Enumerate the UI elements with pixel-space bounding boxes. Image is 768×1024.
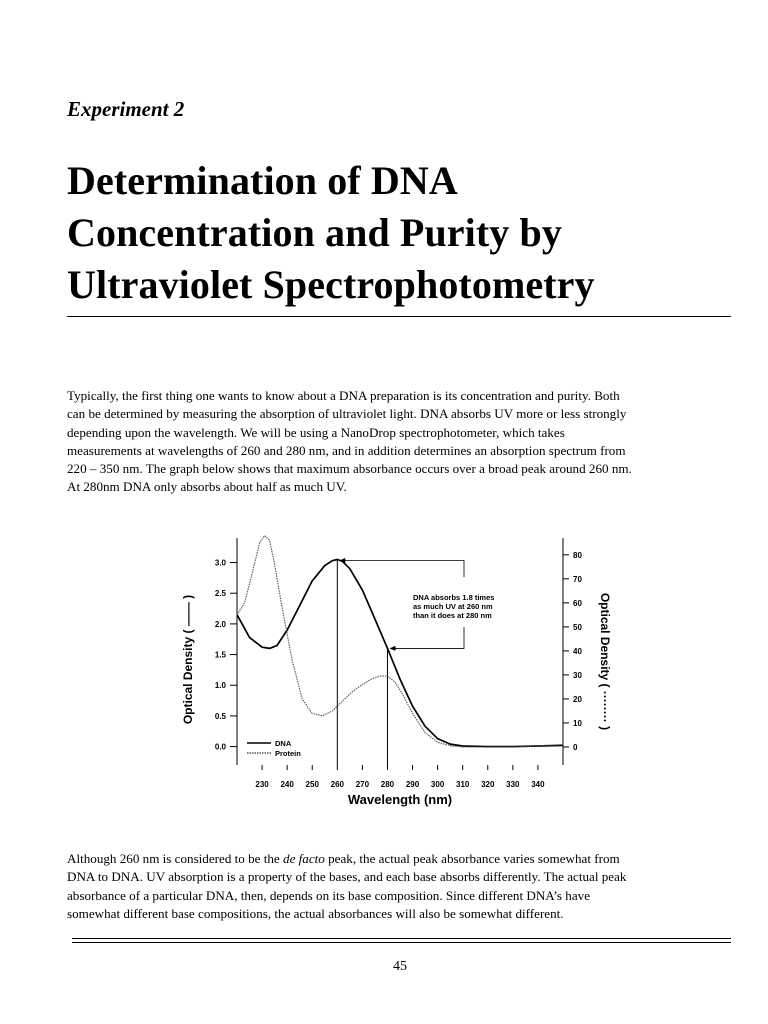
right-axis-tick-label: 50	[573, 622, 582, 632]
left-axis-tick-label: 0.0	[214, 742, 226, 752]
left-axis-tick-label: 1.5	[214, 650, 226, 660]
intro-line: depending upon the wavelength. We will be using a NanoDrop spectrophotometer, which takes	[67, 424, 565, 440]
closing-paragraph	[67, 850, 727, 923]
intro-line: At 280nm DNA only absorbs about half as much UV.	[67, 479, 347, 495]
intro-line: can be determined by measuring the absorption of ultraviolet light. DNA absorbs UV more or less strongly	[67, 406, 627, 422]
x-axis-tick-label: 250	[305, 780, 319, 789]
left-axis-tick-label: 3.0	[214, 558, 226, 568]
closing-line	[67, 851, 620, 866]
page-title	[67, 155, 737, 311]
right-axis-title: Optical Density ( ········ )	[598, 592, 612, 731]
x-axis-tick-label: 310	[456, 780, 470, 789]
left-axis-tick-label: 2.5	[214, 589, 226, 599]
x-axis-tick-label: 230	[255, 780, 269, 789]
intro-line: 220 – 350 nm. The graph below shows that maximum absorbance occurs over a broad peak around 260 nm.	[67, 461, 632, 477]
annotation-text-line: DNA absorbs 1.8 times	[413, 593, 495, 602]
legend-dna-label: DNA	[275, 739, 292, 748]
closing-line: absorbance of a particular DNA, then, depends on its base composition. Since different DNA’s have	[67, 887, 591, 903]
footer-rule	[72, 938, 731, 939]
left-axis-title: Optical Density ( —— )	[181, 594, 195, 725]
left-axis-tick-label: 1.0	[214, 681, 226, 691]
protein-curve	[237, 536, 563, 747]
annotation-text-line: as much UV at 260 nm	[413, 602, 493, 611]
left-axis-tick-label: 2.0	[214, 619, 226, 629]
x-axis-tick-label: 300	[430, 780, 445, 789]
x-axis-title: Wavelength (nm)	[347, 792, 453, 807]
x-axis-tick-label: 270	[355, 780, 370, 789]
intro-line: measurements at wavelengths of 260 and 280 nm, and in addition determines an absorption spectrum from	[67, 442, 626, 458]
intro-paragraph	[67, 387, 727, 497]
footer-rule	[72, 942, 731, 943]
left-axis-tick-label: 0.5	[214, 711, 226, 721]
x-axis-tick-label: 340	[531, 780, 545, 789]
closing-line-start: Although 260 nm is considered to be the	[67, 851, 284, 866]
title-line: Determination of DNA	[67, 158, 458, 203]
de-facto-term: de facto	[283, 851, 325, 866]
intro-line: Typically, the first thing one wants to know about a DNA preparation is its concentration and purity. Both	[67, 388, 620, 403]
experiment-label: Experiment 2	[67, 97, 185, 121]
x-axis-tick-label: 320	[481, 780, 495, 789]
legend-protein-label: Protein	[275, 749, 301, 758]
x-axis-tick-label: 330	[506, 780, 520, 789]
right-axis-tick-label: 20	[573, 694, 582, 704]
title-underline	[67, 316, 731, 317]
absorbance-chart-svg	[175, 530, 625, 815]
absorbance-chart	[175, 530, 625, 815]
right-axis-tick-label: 10	[573, 718, 582, 728]
right-axis-tick-label: 60	[573, 598, 582, 608]
annotation-leader-260	[341, 560, 464, 577]
title-line: Ultraviolet Spectrophotometry	[67, 262, 595, 307]
annotation-text-line: than it does at 280 nm	[413, 611, 492, 620]
x-axis-tick-label: 290	[405, 780, 420, 789]
right-axis-tick-label: 0	[573, 742, 578, 752]
right-axis-tick-label: 70	[573, 574, 582, 584]
title-line: Concentration and Purity by	[67, 210, 562, 255]
right-axis-tick-label: 80	[573, 550, 582, 560]
page-number: 45	[393, 959, 407, 974]
closing-line: somewhat different base compositions, the actual absorbances will also be somewhat different.	[67, 905, 564, 921]
annotation-arrowhead	[389, 646, 395, 651]
x-axis-tick-label: 240	[280, 780, 294, 789]
annotation-leader-280	[391, 627, 464, 648]
x-axis-tick-label: 260	[330, 780, 344, 789]
closing-line: DNA to DNA. UV absorption is a property of the bases, and each base absorbs differently. The actual peak	[67, 869, 627, 885]
x-axis-tick-label: 280	[380, 780, 395, 789]
right-axis-tick-label: 30	[573, 670, 582, 680]
right-axis-tick-label: 40	[573, 646, 582, 656]
dna-curve	[237, 560, 563, 747]
closing-line-end: peak, the actual peak absorbance varies somewhat from	[324, 851, 620, 866]
